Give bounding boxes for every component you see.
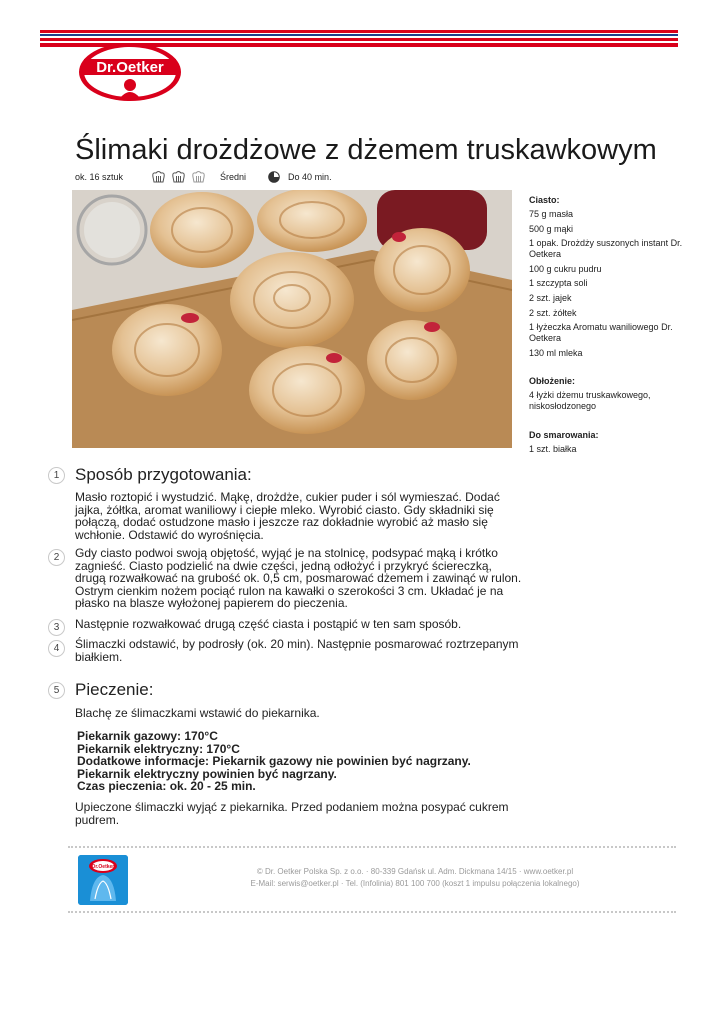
clock-icon: [268, 171, 280, 183]
glaze-heading: Do smarowania:: [529, 429, 599, 440]
ingredient-item: 1 opak. Drożdży suszonych instant Dr. Oetkera: [529, 238, 683, 260]
difficulty-label: Średni: [220, 172, 247, 182]
baking-intro: Blachę ze ślimaczkami wstawić do piekarnika.: [75, 706, 320, 720]
ingredients-panel: [529, 195, 699, 459]
footer-info: [200, 866, 630, 890]
baking-details: [77, 730, 517, 793]
step-text: Masło roztopić i wystudzić. Mąkę, drożdże, cukier puder i sól wymieszać. Dodać jajka, żółtka, aromat waniliowy i ciepłe mleko. Wyrobić ciasto. Gdy składniki się połączą, dodać ostudzone masło i jeszcze raz dokładnie wyrobić aż masło się wchłonie. Odstawić do wyrośnięcia.: [75, 490, 500, 542]
baking-detail: Czas pieczenia: ok. 20 - 25 min.: [77, 779, 256, 793]
baking-detail: Piekarnik elektryczny: 170°C: [77, 741, 240, 756]
baking-outro: Upieczone ślimaczki wyjąć z piekarnika. Przed podaniem można posypać cukrem pudrem.: [75, 800, 509, 827]
preparation-title: Sposób przygotowania:: [75, 465, 252, 484]
chef-hat-icon: [171, 171, 186, 184]
difficulty-rating: [151, 171, 206, 184]
recipe-title: Ślimaki drożdżowe z dżemem truskawkowym: [75, 134, 657, 166]
ingredient-item: 1 szt. białka: [529, 443, 577, 454]
recipe-meta: [75, 170, 332, 184]
ingredient-item: 4 łyżki dżemu truskawkowego, niskosłodzonego: [529, 390, 651, 412]
ingredient-item: 2 szt. żółtek: [529, 307, 577, 318]
svg-text:Dr.Oetker: Dr.Oetker: [96, 59, 164, 76]
step-number: 1: [48, 467, 65, 484]
chef-hat-icon: [151, 171, 166, 184]
baking-title: Pieczenie:: [75, 680, 154, 699]
ingredient-item: 100 g cukru pudru: [529, 263, 602, 274]
step-number: 5: [48, 682, 65, 699]
prep-time: Do 40 min.: [288, 172, 332, 182]
step-number: 2: [48, 549, 65, 566]
ingredient-item: 75 g masła: [529, 209, 574, 219]
baking-detail: Piekarnik gazowy: 170°C: [77, 729, 218, 743]
dr-oetker-logo: [78, 42, 182, 102]
footer-divider: [68, 846, 676, 848]
dough-heading: Ciasto:: [529, 195, 560, 205]
svg-text:Dr.Oetker: Dr.Oetker: [91, 864, 115, 870]
servings: ok. 16 sztuk: [75, 172, 124, 182]
ingredient-item: 1 łyżeczka Aromatu waniliowego Dr. Oetkera: [529, 322, 673, 344]
chef-hat-icon: [191, 171, 206, 184]
footer-divider: [68, 911, 676, 913]
step-text: Następnie rozwałkować drugą część ciasta i postąpić w ten sam sposób.: [75, 617, 462, 631]
topping-heading: Obłożenie:: [529, 376, 576, 387]
footer-contact: E-Mail: serwis@oetker.pl · Tel. (Infolinia) 801 100 700 (koszt 1 impulsu połączenia lokalnego): [250, 879, 580, 888]
ingredient-item: 500 g mąki: [529, 223, 574, 234]
ingredient-item: 1 szczypta soli: [529, 278, 588, 289]
ingredient-item: 2 szt. jajek: [529, 292, 572, 303]
step-number: 4: [48, 640, 65, 657]
baking-detail: Dodatkowe informacje: Piekarnik gazowy nie powinien być nagrzany. Piekarnik elektryczny powinien być nagrzany.: [77, 754, 471, 781]
step-text: Ślimaczki odstawić, by podrosły (ok. 20 min). Następnie posmarować roztrzepanym białkiem.: [75, 637, 519, 664]
step-number: 3: [48, 619, 65, 636]
step-text: Gdy ciasto podwoi swoją objętość, wyjąć je na stolnicę, podsypać mąką i krótko zagnieść. Ciasto podzielić na dwie części, jedną odłożyć i przykryć ściereczką, drugą rozwałkować na grubość ok. 0,5 cm, posmarować dżemem i zawinąć w rulon. Ostrym cienkim nożem pociąć rulon na kawałki o szerokości 3 cm. Układać je na płasko na blasze wyłożonej papierem do pieczenia.: [75, 546, 522, 610]
recipe-photo: [72, 190, 512, 448]
footer-logo: [78, 855, 128, 905]
ingredient-item: 130 ml mleka: [529, 347, 583, 358]
footer-address: © Dr. Oetker Polska Sp. z o.o. · 80-339 Gdańsk ul. Adm. Dickmana 14/15 · www.oetker.pl: [256, 867, 574, 876]
